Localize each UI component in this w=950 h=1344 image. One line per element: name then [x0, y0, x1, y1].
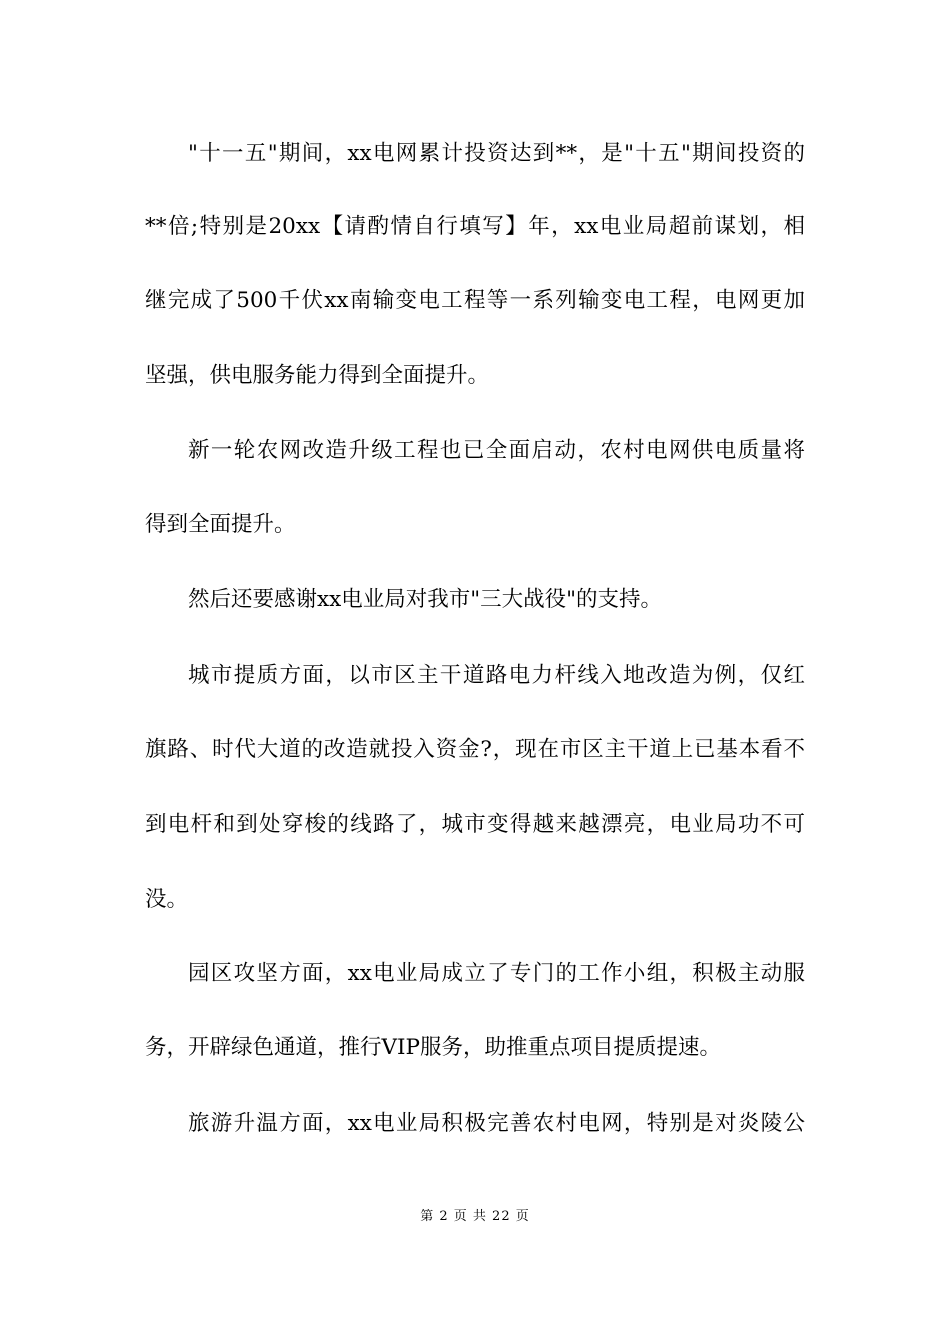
paragraph-5-line-1: 园区攻坚方面，xx电业局成立了专门的工作小组，积极主动服 [188, 961, 805, 986]
paragraph-4-line-3: 到电杆和到处穿梭的线路了，城市变得越来越漂亮，电业局功不可 [145, 812, 805, 837]
paragraph-1-line-1: "十一五"期间，xx电网累计投资达到**，是"十五"期间投资的 [188, 141, 805, 166]
paragraph-1-line-4: 坚强，供电服务能力得到全面提升。 [145, 363, 490, 388]
paragraph-6-line-1: 旅游升温方面，xx电业局积极完善农村电网，特别是对炎陵公 [188, 1111, 805, 1136]
page-number-footer: 第 2 页 共 22 页 [420, 1209, 530, 1224]
paragraph-2-line-2: 得到全面提升。 [145, 512, 296, 537]
paragraph-2-line-1: 新一轮农网改造升级工程也已全面启动，农村电网供电质量将 [188, 438, 805, 463]
paragraph-4-line-2: 旗路、时代大道的改造就投入资金?，现在市区主干道上已基本看不 [145, 737, 805, 762]
paragraph-5-line-2: 务，开辟绿色通道，推行VIP服务，助推重点项目提质提速。 [145, 1035, 721, 1060]
paragraph-4-line-4: 没。 [145, 887, 189, 912]
paragraph-4-line-1: 城市提质方面，以市区主干道路电力杆线入地改造为例，仅红 [188, 663, 805, 688]
paragraph-1-line-3: 继完成了500千伏xx南输变电工程等一系列输变电工程，电网更加 [145, 288, 805, 313]
paragraph-3-line-1: 然后还要感谢xx电业局对我市"三大战役"的支持。 [188, 587, 663, 612]
paragraph-1-line-2: **倍;特别是20xx【请酌情自行填写】年，xx电业局超前谋划，相 [145, 214, 805, 239]
